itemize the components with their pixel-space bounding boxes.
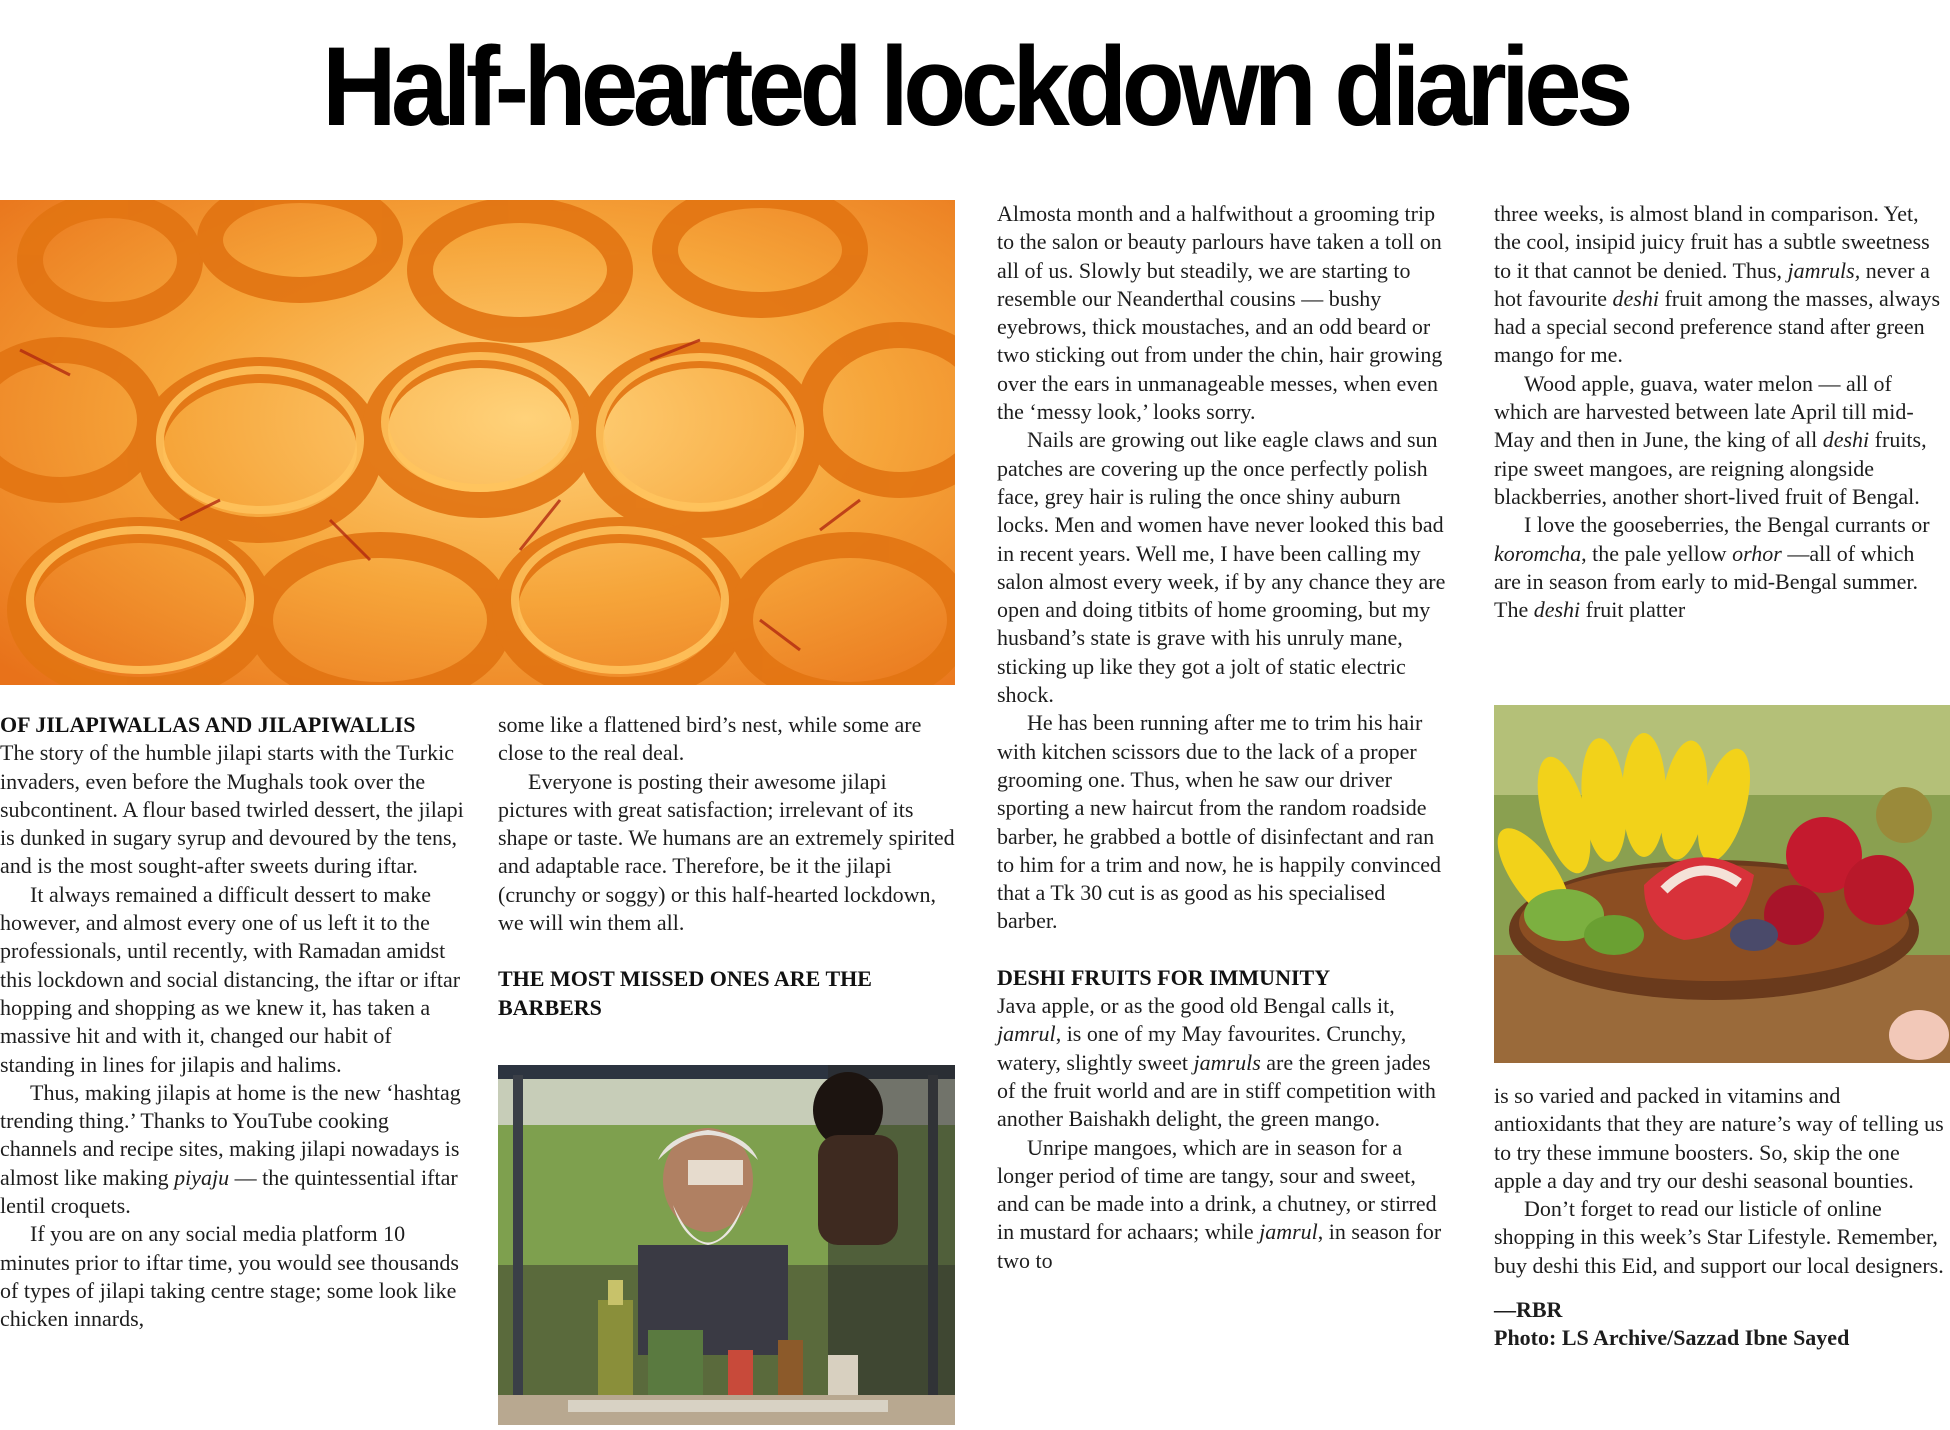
- byline: —RBR: [1494, 1297, 1563, 1323]
- column-4-continued: [1494, 1082, 1946, 1353]
- headline: Half-hearted lockdown diaries: [322, 24, 1628, 149]
- column-2: [498, 711, 958, 1022]
- fruits-paragraph-3: three weeks, is almost bland in comparison. Yet, the cool, insipid juicy fruit has a subtle sweetness to it that cannot be denied. Thus, jamruls, never a hot favourite deshi fruit among the masses, always had a special second preference stand after green mango for me.: [1494, 201, 1941, 368]
- jilapi-heading: OF JILAPIWALLAS AND JILAPIWALLIS: [0, 712, 416, 737]
- barbers-paragraph-1: Almosta month and a halfwithout a grooming trip to the salon or beauty parlours have taken a toll on all of us. Slowly but steadily, we are starting to resemble our Neanderthal cousins — bushy eyebrows, thick moustaches, and an odd beard or two sticking out from under the chin, hair growing over the ears in unmanageable messes, when even the ‘messy look,’ looks sorry.: [997, 201, 1443, 425]
- barbers-paragraph-2: Nails are growing out like eagle claws and sun patches are covering up the once perfectly polish face, grey hair is ruling the once shiny auburn locks. Men and women have never looked this bad in recent years. Well me, I have been calling my salon almost every week, if by any chance they are open and doing titbits of home grooming, but my husband’s state is grave with his unruly mane, sticking up like they got a jolt of static electric shock.: [997, 427, 1446, 708]
- jilapi-paragraph-3: Thus, making jilapis at home is the new ‘hashtag trending thing.’ Thanks to YouTube cooking channels and recipe sites, making jilapi nowadays is almost like making piyaju — the quintessential iftar lentil croquets.: [0, 1079, 461, 1219]
- jilapi-paragraph-1: The story of the humble jilapi starts with the Turkic invaders, even before the Mughals took over the subcontinent. A flour based twirled dessert, the jilapi is dunked in sugary syrup and devoured by the tens, and is the most sought-after sweets during iftar.: [0, 740, 464, 879]
- fruits-paragraph-6: is so varied and packed in vitamins and antioxidants that they are nature’s way of telling us to try these immune boosters. So, skip the one apple a day and try our deshi seasonal bounties.: [1494, 1083, 1944, 1193]
- fruit-bowl-photo: [1494, 705, 1950, 1063]
- barber-photo: [498, 1065, 955, 1425]
- jilapi-paragraph-6: Everyone is posting their awesome jilapi pictures with great satisfaction; irrelevant of its shape or taste. We humans are an extremely spirited and adaptable race. Therefore, be it the jilapi (crunchy or soggy) or this half-hearted lockdown, we will win them all.: [498, 768, 955, 936]
- fruits-paragraph-2: Unripe mangoes, which are in season for a longer period of time are tangy, sour and sweet, and can be made into a drink, a chutney, or stirred in mustard for achaars; while jamrul, in season for two to: [997, 1134, 1442, 1273]
- jilapi-photo: [0, 200, 955, 685]
- column-3: [997, 200, 1449, 1275]
- column-1: [0, 711, 470, 1334]
- fruits-paragraph-4: Wood apple, guava, water melon — all of which are harvested between late April till mid-May and then in June, the king of all deshi fruits, ripe sweet mangoes, are reigning alongside blackberries, another short-lived fruit of Bengal.: [1494, 370, 1927, 509]
- column-4: [1494, 200, 1946, 624]
- fruits-heading: DESHI FRUITS FOR IMMUNITY: [997, 964, 1331, 990]
- photo-credit: Photo: LS Archive/Sazzad Ibne Sayed: [1494, 1325, 1850, 1351]
- jilapi-paragraph-2: It always remained a difficult dessert to make however, and almost every one of us left it to the professionals, until recently, with Ramadan amidst this lockdown and social distancing, the iftar or iftar hopping and shopping as we knew it, has taken a massive hit and with it, changed our habit of standing in lines for jilapis and halims.: [0, 881, 461, 1077]
- barbers-paragraph-3: He has been running after me to trim his hair with kitchen scissors due to the lack of a proper grooming one. Thus, when he saw our driver sporting a new haircut from the random roadside barber, he grabbed a bottle of disinfectant and ran to him for a trim and now, he is happily convinced that a Tk 30 cut is as good as his specialised barber.: [997, 710, 1441, 934]
- jilapi-paragraph-5: some like a flattened bird’s nest, while some are close to the real deal.: [498, 712, 922, 766]
- fruits-paragraph-5: I love the gooseberries, the Bengal currants or koromcha, the pale yellow orhor —all of which are in season from early to mid-Bengal summer. The deshi fruit platter: [1494, 512, 1930, 623]
- barbers-heading: THE MOST MISSED ONES ARE THE BARBERS: [498, 966, 872, 1020]
- fruits-paragraph-1: Java apple, or as the good old Bengal calls it, jamrul, is one of my May favourites. Crunchy, watery, slightly sweet jamruls are the green jades of the fruit world and are in stiff competition with another Baishakh delight, the green mango.: [997, 993, 1436, 1132]
- jilapi-paragraph-4: If you are on any social media platform 10 minutes prior to iftar time, you would see thousands of types of jilapi taking centre stage; some look like chicken innards,: [0, 1221, 459, 1332]
- fruits-paragraph-7: Don’t forget to read our listicle of online shopping in this week’s Star Lifestyle. Remember, buy deshi this Eid, and support our local designers.: [1494, 1196, 1944, 1278]
